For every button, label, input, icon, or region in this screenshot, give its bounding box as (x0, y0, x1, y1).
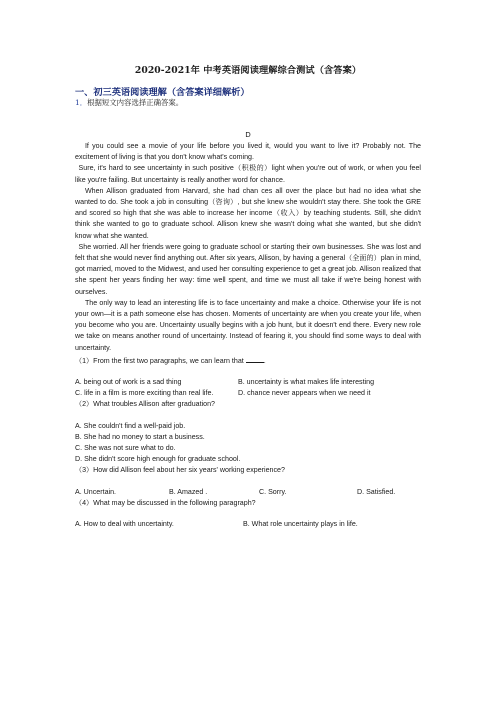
question-number: 1． (75, 98, 88, 107)
paragraph-4: She worried. All her friends were going to graduate school or starting their own businesses. She was lost and felt that she would never find anything out. After six years, Allison, by having a general（全面的）plan in mind, got married, moved to the Midwest, and used her consulting experience to get a great job. Allison realized that she spent her years finding her way: time well spent, and time we must all take if we're being honest with ourselves. (75, 242, 421, 296)
section-heading: 一、初三英语阅读理解（含答案详细解析） (75, 87, 250, 98)
answer-blank (246, 354, 264, 363)
option-2a: A. She couldn't find a well-paid job. (75, 421, 186, 430)
instruction (75, 97, 183, 108)
option-3a: A. Uncertain. (75, 487, 117, 496)
paragraph-2: Sure, it's hard to see uncertainty in such positive（积极的）light when you're out of work, or when you feel like you're failing. But uncertainty is really another word for chance. (75, 164, 421, 184)
question-1-options-row-2 (75, 388, 421, 399)
paragraph-3: When Allison graduated from Harvard, she had chan ces all over the place but had no idea what she wanted to do. She took a job in consulting（咨询）, but she knew she wouldn't stay there. She took the GRE and scored so high that she was able to increase her income（收入）by teaching students. Still, she didn't think she wanted to go to graduate school. Allison knew she wasn't doing what she wanted, but she didn't know what she wanted. (75, 186, 421, 240)
paragraph-1: If you could see a movie of your life before you lived it, would you want to live it? Probably not. The excitement of living is that you don't know what's coming. (75, 142, 421, 162)
option-3b: B. Amazed . (169, 487, 208, 496)
passage-label: D (245, 130, 251, 139)
option-4b: B. What role uncertainty plays in life. (243, 520, 358, 529)
question-2-stem: （2）What troubles Allison after graduation? (75, 400, 215, 409)
question-3-stem: （3）How did Allison feel about her six years' working experience? (75, 466, 285, 475)
paragraph-5: The only way to lead an interesting life is to face uncertainty and make a choice. Otherwise your life is not your own—it is a path someone else has chosen. Moments of uncertainty are when you create your life, when you become who you are. Uncertainty usually begins with a job hunt, but it doesn't end there. Every new role we take on means another round of uncertainty. Instead of fearing it, you should find some ways to deal with uncertainty. (75, 298, 421, 352)
option-2b: B. She had no money to start a business. (75, 432, 205, 441)
question-4-options (75, 519, 421, 530)
question-1-options-row-1 (75, 377, 421, 388)
instruction-text: 根据短文内容选择正确答案。 (87, 98, 184, 107)
option-1d: D. chance never appears when we need it (238, 389, 371, 398)
question-4-stem: （4）What may be discussed in the following paragraph? (75, 498, 256, 507)
question-1-stem: （1）From the first two paragraphs, we can learn that . (75, 354, 421, 367)
passage-body (75, 141, 421, 530)
option-1a: A. being out of work is a sad thing (75, 378, 182, 387)
option-3c: C. Sorry. (259, 487, 287, 496)
option-2d: D. She didn't score high enough for graduate school. (75, 455, 241, 464)
document-title: 2020-2021年 中考英语阅读理解综合测试（含答案） (134, 65, 362, 76)
option-1b: B. uncertainty is what makes life interesting (238, 378, 375, 387)
option-4a: A. How to deal with uncertainty. (75, 520, 174, 529)
option-1c: C. life in a film is more exciting than real life. (75, 389, 214, 398)
option-2c: C. She was not sure what to do. (75, 444, 176, 453)
question-3-options (75, 487, 421, 498)
option-3d: D. Satisfied. (357, 487, 396, 496)
